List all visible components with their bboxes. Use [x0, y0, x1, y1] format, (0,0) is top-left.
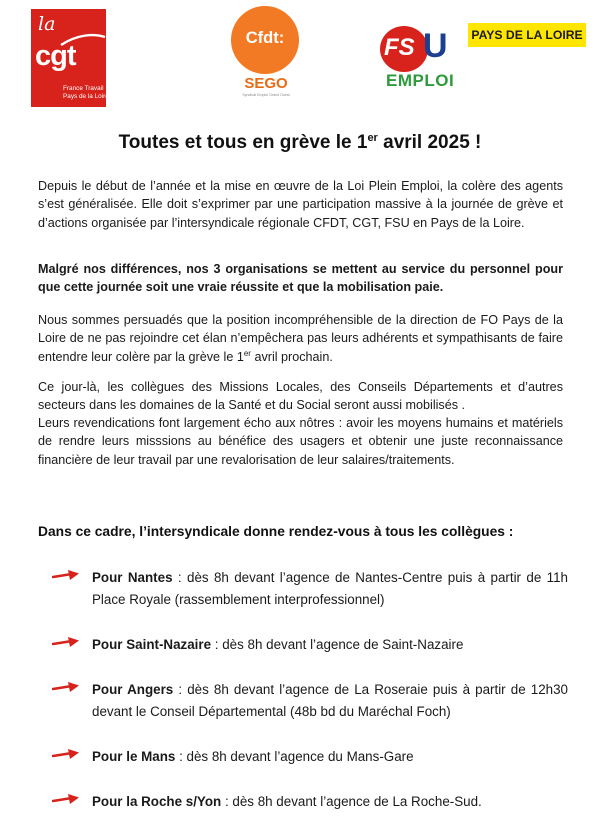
- paragraph-fo-main: Nous sommes persuadés que la position incompréhensible de la direction de FO Pays de la Loire de ne pas rejoindre cet élan n’empêchera pas leurs adhérents et sympathisants de faire entendre leur colère par la grève le 1: [38, 313, 563, 364]
- location-detail: : dès 8h devant l’agence de La Roche-Sud.: [221, 794, 482, 809]
- location-detail: : dès 8h devant l’agence de Nantes-Centre puis à partir de 11h Place Royale (rassemblement interprofessionnel): [92, 570, 569, 607]
- cfdt-logo-tagline: Syndicat Emploi Grand Ouest: [242, 93, 290, 97]
- location-text: [92, 746, 568, 768]
- cgt-logo-sub-2: Pays de la Loire: [63, 93, 109, 100]
- paragraph-fo-tail: avril prochain.: [250, 349, 333, 364]
- paragraph-fo-sup: er: [243, 348, 251, 358]
- location-text: [92, 634, 568, 656]
- location-city: Pour la Roche s/Yon: [92, 794, 222, 809]
- paragraph-intro: Depuis le début de l’année et la mise en œuvre de la Loi Plein Emploi, la colère des agents s’est généralisée. Elle doit s’exprimer par une participation massive à la journée de grève et d’actions organisée par l’intersyndicale régionale CFDT, CGT, FSU en Pays de la Loire.: [38, 179, 563, 230]
- location-city: Pour le Mans: [92, 749, 176, 764]
- location-detail: : dès 8h devant l’agence de La Roseraie puis à partir de 12h30 devant le Conseil Départemental (48b bd du Maréchal Foch): [92, 682, 568, 719]
- title-tail: avril 2025 !: [377, 132, 482, 153]
- logo-header: [0, 0, 600, 112]
- fsu-logo-fs: FS: [384, 34, 415, 61]
- red-arrow-icon: [52, 748, 80, 760]
- location-text: [92, 679, 568, 722]
- cgt-logo-script: la: [38, 13, 56, 35]
- cfdt-logo-sego: SEGO: [244, 75, 288, 92]
- location-city: Pour Nantes: [92, 570, 173, 585]
- location-text: [92, 791, 568, 813]
- cfdt-logo: [226, 6, 306, 106]
- red-arrow-icon: [52, 569, 80, 581]
- cfdt-logo-word: Cfdt:: [245, 29, 285, 47]
- cgt-logo-sub-1: France Travail: [63, 85, 104, 92]
- fsu-logo: [378, 16, 468, 96]
- fsu-logo-emploi: EMPLOI: [386, 71, 455, 90]
- callout-rendezvous: Dans ce cadre, l’intersyndicale donne rendez-vous à tous les collègues :: [38, 524, 514, 539]
- location-detail: : dès 8h devant l’agence de Saint-Nazaire: [211, 637, 464, 652]
- paragraph-missions: Ce jour-là, les collègues des Missions Locales, des Conseils Départements et d’autres secteurs dans les domaines de la Santé et du Social seront aussi mobilisés .: [38, 380, 563, 413]
- paragraph-unity: Malgré nos différences, nos 3 organisations se mettent au service du personnel pour que cette journée soit une vraie réussite et que la mobilisation paie.: [38, 262, 563, 295]
- red-arrow-icon: [52, 681, 80, 693]
- cgt-logo: [31, 9, 109, 107]
- page-title: [0, 131, 600, 155]
- fsu-logo-u: U: [423, 27, 448, 65]
- red-arrow-icon: [52, 636, 80, 648]
- location-city: Pour Saint-Nazaire: [92, 637, 212, 652]
- title-sup: er: [367, 132, 378, 144]
- title-main: Toutes et tous en grève le 1: [118, 132, 368, 153]
- paragraph-demands: Leurs revendications font largement écho aux nôtres : avoir les moyens humains et matériels de rendre leurs misssions au bénéfice des usagers et obtenir une juste reconnaissance financière de leur travail par une revalorisation de leur salaires/traitements.: [38, 416, 563, 467]
- paragraph-fo: [38, 311, 563, 366]
- location-detail: : dès 8h devant l’agence du Mans-Gare: [175, 749, 414, 764]
- red-arrow-icon: [52, 793, 80, 805]
- location-city: Pour Angers: [92, 682, 174, 697]
- cgt-logo-word: cgt: [35, 40, 76, 72]
- pays-de-la-loire-badge: PAYS DE LA LOIRE: [468, 23, 586, 47]
- location-text: [92, 567, 568, 610]
